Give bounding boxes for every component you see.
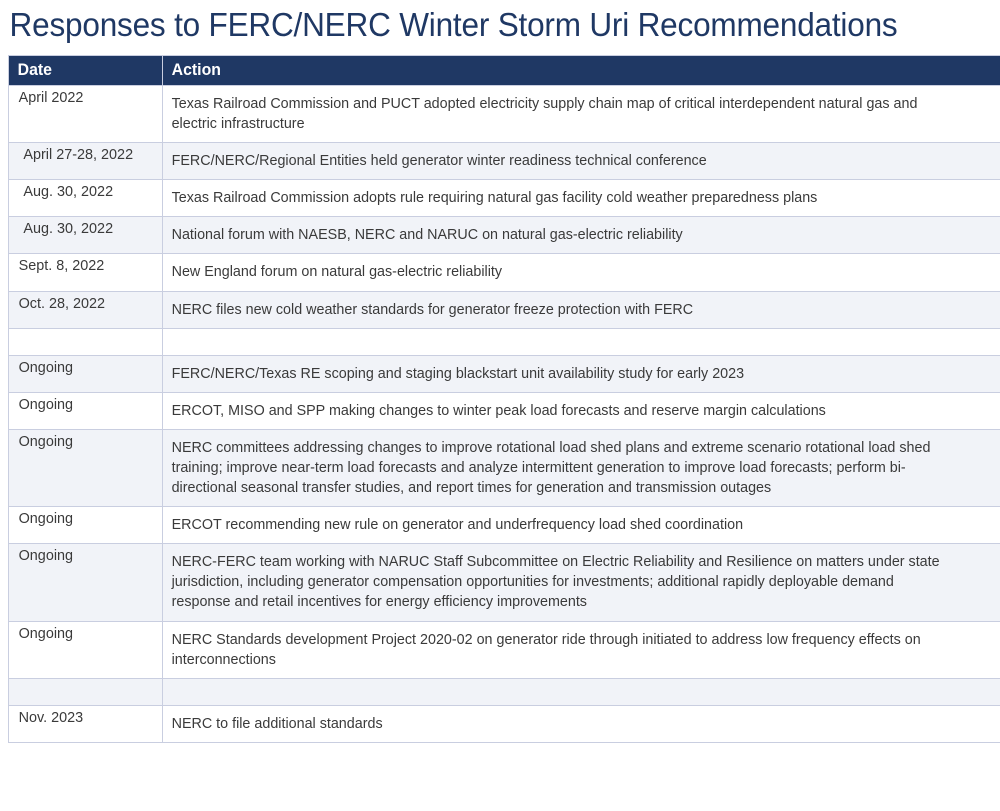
cell-action-text: ERCOT recommending new rule on generator and underfrequency load shed coordination — [171, 516, 744, 534]
cell-date — [9, 355, 163, 392]
cell-action-text: FERC/NERC/Texas RE scoping and staging blackstart unit availability study for early 2023 — [171, 364, 745, 382]
cell-date-text — [9, 329, 156, 343]
cell-action-text — [163, 329, 962, 355]
table-row — [9, 429, 1000, 506]
cell-action — [163, 507, 1000, 544]
cell-date — [9, 705, 163, 742]
cell-date — [9, 143, 163, 180]
cell-date — [9, 328, 163, 355]
cell-action — [163, 355, 1000, 392]
cell-date — [9, 291, 163, 328]
cell-action — [163, 86, 1000, 143]
cell-date — [9, 392, 163, 429]
cell-date-text: Aug. 30, 2022 — [23, 220, 114, 238]
column-header-action-label: Action — [171, 61, 221, 79]
table-row — [9, 291, 1000, 328]
table-row — [9, 507, 1000, 544]
table-row — [9, 328, 1000, 355]
cell-date-text: Ongoing — [18, 432, 74, 450]
cell-date-text: Aug. 30, 2022 — [23, 183, 114, 201]
cell-action-text: NERC files new cold weather standards for generator freeze protection with FERC — [171, 300, 694, 318]
table-container — [0, 41, 1000, 743]
cell-action-text: NERC to file additional standards — [171, 714, 383, 732]
cell-date — [9, 429, 163, 506]
cell-action — [163, 621, 1000, 678]
cell-action — [163, 392, 1000, 429]
cell-action — [163, 544, 1000, 621]
cell-date-text: Sept. 8, 2022 — [18, 257, 105, 275]
cell-action-text: ERCOT, MISO and SPP making changes to winter peak load forecasts and reserve margin calculations — [171, 401, 826, 419]
table-row — [9, 143, 1000, 180]
table-header-row — [9, 56, 1000, 86]
cell-action — [163, 143, 1000, 180]
cell-action-text: Texas Railroad Commission and PUCT adopted electricity supply chain map of critical interdependent natural gas and electric infrastructure — [171, 95, 918, 133]
table-row — [9, 86, 1000, 143]
cell-date-text — [9, 679, 156, 693]
cell-date — [9, 621, 163, 678]
table-row — [9, 180, 1000, 217]
cell-date-text: April 2022 — [18, 89, 84, 106]
cell-date-text: Ongoing — [18, 395, 74, 413]
cell-date-text: Ongoing — [18, 510, 74, 528]
table-row — [9, 254, 1000, 291]
table-body — [9, 86, 1000, 743]
cell-action — [163, 217, 1000, 254]
column-header-date-label: Date — [17, 61, 52, 79]
cell-action — [163, 705, 1000, 742]
cell-action-text: National forum with NAESB, NERC and NARUC on natural gas-electric reliability — [171, 226, 683, 244]
cell-action-text: NERC-FERC team working with NARUC Staff Subcommittee on Electric Reliability and Resilience on matters under state jurisdiction, including generator compensation opportunities for investments; additional rapidly deployable demand response and retail incentives for energy efficiency improvements — [171, 553, 940, 611]
cell-action — [163, 328, 1000, 355]
cell-date — [9, 678, 163, 705]
table-row — [9, 392, 1000, 429]
table-row — [9, 217, 1000, 254]
cell-action-text: New England forum on natural gas-electric reliability — [171, 263, 503, 281]
cell-action — [163, 678, 1000, 705]
cell-date — [9, 86, 163, 143]
cell-action-text: NERC committees addressing changes to improve rotational load shed plans and extreme scenario rotational load shed training; improve near-term load forecasts and analyze intermittent generation to improve load forecasts; perform bi-directional seasonal transfer studies, and report times for generation and transmission outages — [171, 438, 931, 497]
table-row — [9, 705, 1000, 742]
cell-date-text: April 27-28, 2022 — [23, 146, 134, 164]
table-row — [9, 621, 1000, 678]
cell-action-text: NERC Standards development Project 2020-02 on generator ride through initiated to address low frequency effects on interconnections — [171, 630, 921, 668]
table-header — [9, 56, 1000, 86]
cell-date — [9, 217, 163, 254]
cell-action-text — [163, 679, 962, 705]
cell-date-text: Ongoing — [18, 624, 74, 642]
page-title: Responses to FERC/NERC Winter Storm Uri Recommendations — [9, 6, 898, 43]
cell-date — [9, 544, 163, 621]
cell-action — [163, 429, 1000, 506]
cell-action-text: FERC/NERC/Regional Entities held generator winter readiness technical conference — [171, 152, 707, 170]
cell-action — [163, 254, 1000, 291]
column-header-date — [9, 56, 163, 86]
cell-action — [163, 291, 1000, 328]
cell-date-text: Nov. 2023 — [18, 708, 84, 726]
cell-date-text: Ongoing — [18, 547, 74, 565]
table-row — [9, 544, 1000, 621]
cell-date-text: Ongoing — [18, 358, 74, 376]
table-row — [9, 355, 1000, 392]
recommendations-table — [8, 55, 1000, 743]
cell-date-text: Oct. 28, 2022 — [18, 294, 106, 312]
cell-date — [9, 254, 163, 291]
cell-date — [9, 180, 163, 217]
cell-date — [9, 507, 163, 544]
cell-action — [163, 180, 1000, 217]
table-row — [9, 678, 1000, 705]
column-header-action — [163, 56, 1000, 86]
cell-action-text: Texas Railroad Commission adopts rule requiring natural gas facility cold weather preparedness plans — [171, 189, 818, 207]
